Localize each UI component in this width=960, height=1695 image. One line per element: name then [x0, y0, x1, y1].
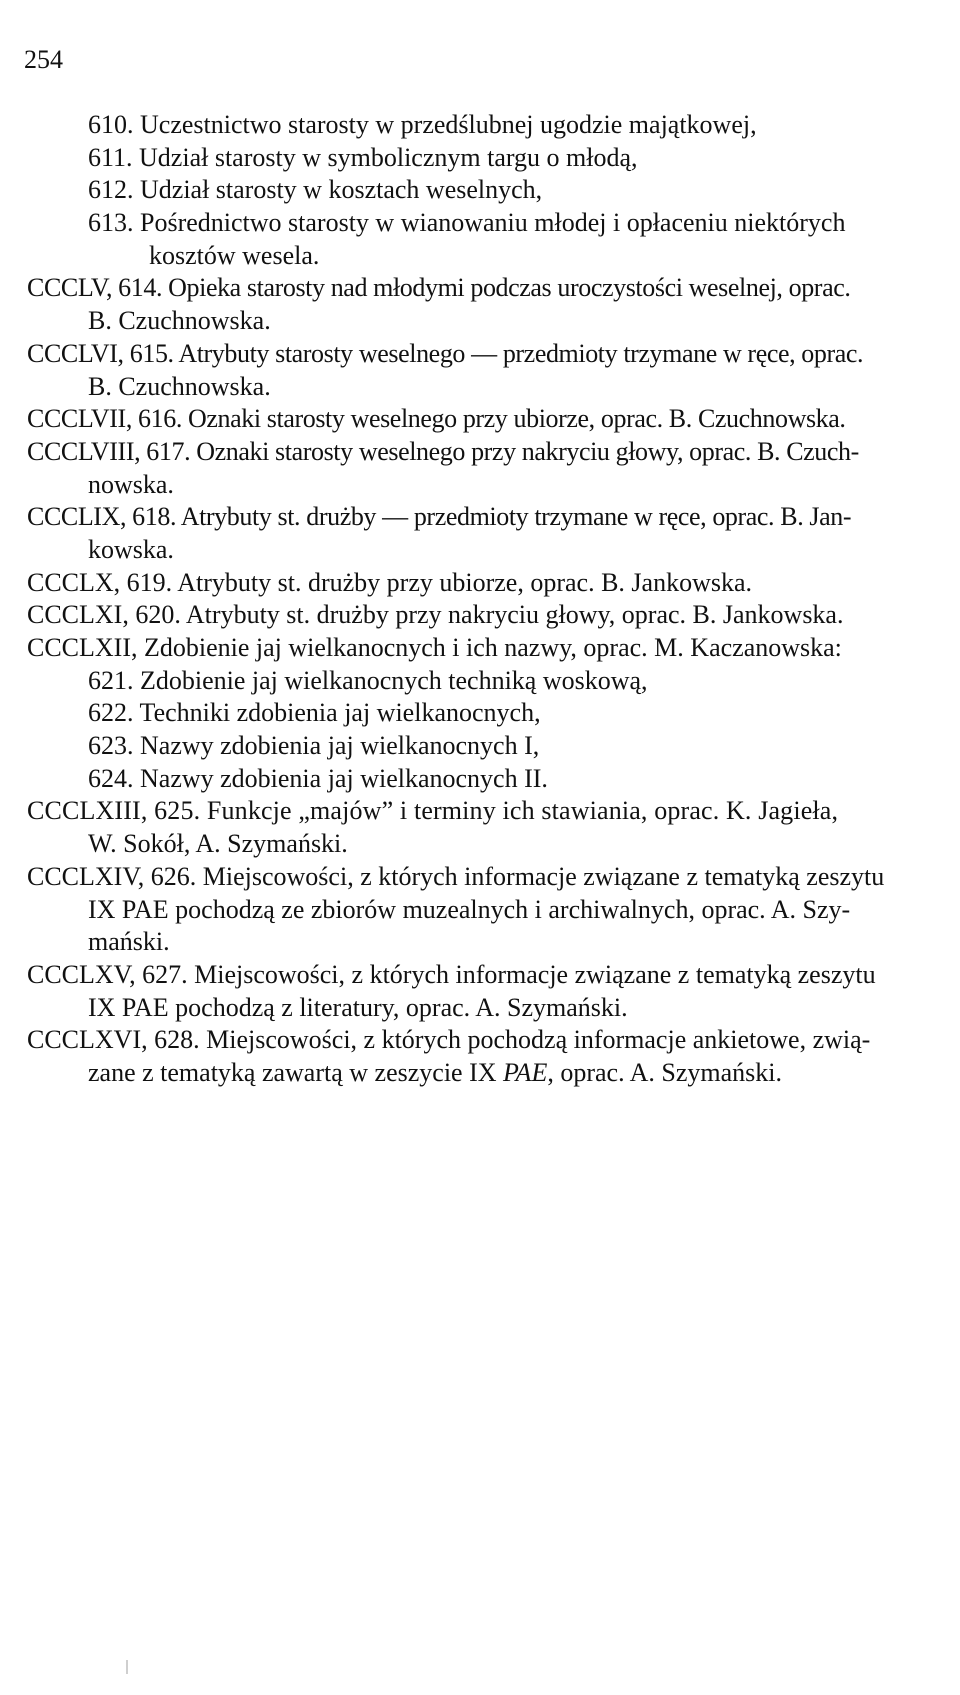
list-item-continuation: IX PAE pochodzą z literatury, oprac. A. Szymański. [88, 992, 628, 1022]
scan-artifact [126, 1660, 128, 1674]
list-item-continuation: W. Sokół, A. Szymański. [88, 829, 348, 859]
list-item: 624. Nazwy zdobienia jaj wielkanocnych II. [88, 763, 548, 793]
list-item: 621. Zdobienie jaj wielkanocnych techniką woskową, [88, 665, 648, 695]
list-item: 610. Uczestnictwo starosty w przedślubnej ugodzie majątkowej, [88, 110, 757, 139]
list-item: CCCLVII, 616. Oznaki starosty weselnego przy ubiorze, oprac. B. Czuchnowska. [27, 404, 846, 434]
list-item-continuation: kosztów wesela. [149, 240, 320, 270]
list-item: CCCLXV, 627. Miejscowości, z których informacje związane z tematyką zeszytu [27, 959, 876, 989]
list-item: 613. Pośrednictwo starosty w wianowaniu młodej i opłaceniu niektórych [88, 208, 846, 238]
list-item: CCCLXII, Zdobienie jaj wielkanocnych i ich nazwy, oprac. M. Kaczanowska: [27, 633, 842, 662]
list-item-continuation: B. Czuchnowska. [88, 306, 271, 336]
list-item: CCCLVI, 615. Atrybuty starosty weselnego — przedmioty trzymane w ręce, oprac. [27, 338, 864, 368]
list-item-continuation: mański. [88, 927, 170, 957]
list-item-continuation: B. Czuchnowska. [88, 371, 271, 401]
list-item: 612. Udział starosty w kosztach weselnych, [88, 175, 543, 205]
list-item-continuation: IX PAE pochodzą ze zbiorów muzealnych i archiwalnych, oprac. A. Szy- [88, 894, 851, 924]
list-item: CCCLXI, 620. Atrybuty st. drużby przy nakryciu głowy, oprac. B. Jankowska. [27, 600, 844, 630]
list-item: CCCLXVI, 628. Miejscowości, z których pochodzą informacje ankietowe, zwią- [27, 1025, 871, 1055]
list-item: CCCLX, 619. Atrybuty st. drużby przy ubiorze, oprac. B. Jankowska. [27, 567, 753, 597]
list-item: CCCLVIII, 617. Oznaki starosty weselnego przy nakryciu głowy, oprac. B. Czuch- [27, 436, 859, 466]
list-item-continuation: kowska. [88, 534, 174, 564]
list-item: 611. Udział starosty w symbolicznym targu o młodą, [88, 142, 638, 172]
list-item: 622. Techniki zdobienia jaj wielkanocnych, [88, 698, 541, 728]
page-number: 254 [24, 45, 63, 74]
italic-abbreviation: PAE [503, 1057, 548, 1087]
list-item-continuation: zane z tematyką zawartą w zeszycie IX PAE, oprac. A. Szymański. [88, 1057, 783, 1087]
list-item: 623. Nazwy zdobienia jaj wielkanocnych I, [88, 731, 540, 761]
list-item: CCCLV, 614. Opieka starosty nad młodymi podczas uroczystości weselnej, oprac. [27, 273, 851, 303]
list-item-continuation: nowska. [88, 469, 174, 499]
list-item: CCCLXIV, 626. Miejscowości, z których informacje związane z tematyką zeszytu [27, 861, 885, 891]
index-list [0, 109, 960, 1090]
list-item: CCCLIX, 618. Atrybuty st. drużby — przedmioty trzymane w ręce, oprac. B. Jan- [27, 502, 852, 532]
list-item: CCCLXIII, 625. Funkcje „majów” i terminy ich stawiania, oprac. K. Jagieła, [27, 796, 839, 826]
